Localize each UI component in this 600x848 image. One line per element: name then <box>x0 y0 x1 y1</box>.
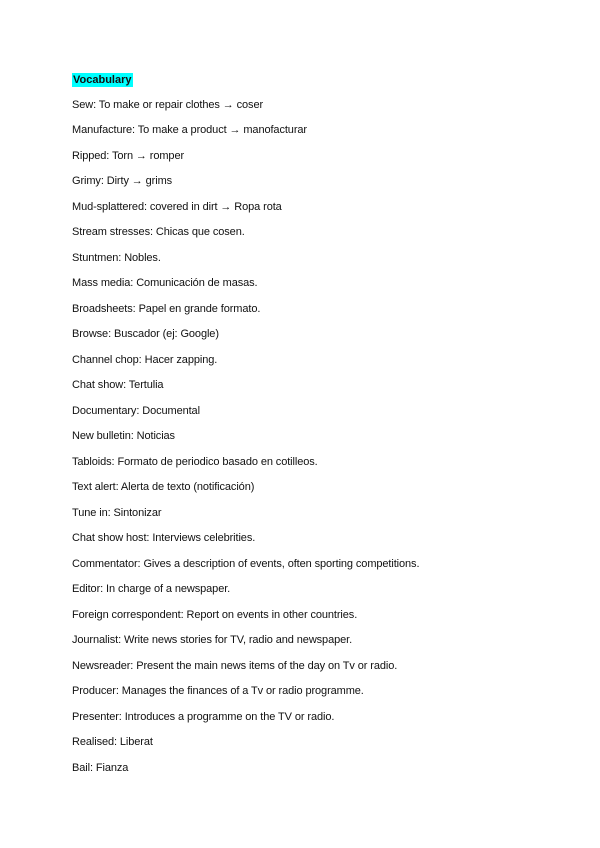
vocabulary-entry: Producer: Manages the finances of a Tv or radio programme. <box>72 685 364 697</box>
vocabulary-entry: Grimy: Dirty → grims <box>72 175 173 187</box>
vocabulary-entry: Commentator: Gives a description of events, often sporting competitions. <box>72 558 420 570</box>
vocabulary-entry: Realised: Liberat <box>72 736 153 748</box>
vocabulary-entry: Text alert: Alerta de texto (notificación) <box>72 481 255 493</box>
vocabulary-entry: Foreign correspondent: Report on events in other countries. <box>72 609 358 621</box>
vocabulary-entry: Channel chop: Hacer zapping. <box>72 354 218 366</box>
vocabulary-entry: Bail: Fianza <box>72 762 129 774</box>
vocabulary-entry: Manufacture: To make a product → manofacturar <box>72 124 307 136</box>
vocabulary-entry: Ripped: Torn → romper <box>72 150 185 162</box>
vocabulary-entry: Journalist: Write news stories for TV, radio and newspaper. <box>72 634 353 646</box>
vocabulary-entry: Tabloids: Formato de periodico basado en cotilleos. <box>72 456 318 468</box>
vocabulary-entry: Tune in: Sintonizar <box>72 507 162 519</box>
document-content <box>72 70 542 774</box>
vocabulary-entry: Sew: To make or repair clothes → coser <box>72 99 264 111</box>
vocabulary-entry: Browse: Buscador (ej: Google) <box>72 328 219 340</box>
vocabulary-entry: Mud-splattered: covered in dirt → Ropa rota <box>72 201 282 213</box>
document-title: Vocabulary <box>73 74 132 86</box>
vocabulary-entry: Presenter: Introduces a programme on the TV or radio. <box>72 711 335 723</box>
vocabulary-entry: Broadsheets: Papel en grande formato. <box>72 303 261 315</box>
vocabulary-entry: Stream stresses: Chicas que cosen. <box>72 226 245 238</box>
vocabulary-entry: Editor: In charge of a newspaper. <box>72 583 231 595</box>
vocabulary-entry: Documentary: Documental <box>72 405 200 417</box>
vocabulary-entry: Newsreader: Present the main news items of the day on Tv or radio. <box>72 660 398 672</box>
vocabulary-entry: Mass media: Comunicación de masas. <box>72 277 258 289</box>
vocabulary-entry: Chat show: Tertulia <box>72 379 164 391</box>
vocabulary-entry: Chat show host: Interviews celebrities. <box>72 532 256 544</box>
vocabulary-entry: New bulletin: Noticias <box>72 430 175 442</box>
vocabulary-entry: Stuntmen: Nobles. <box>72 252 161 264</box>
